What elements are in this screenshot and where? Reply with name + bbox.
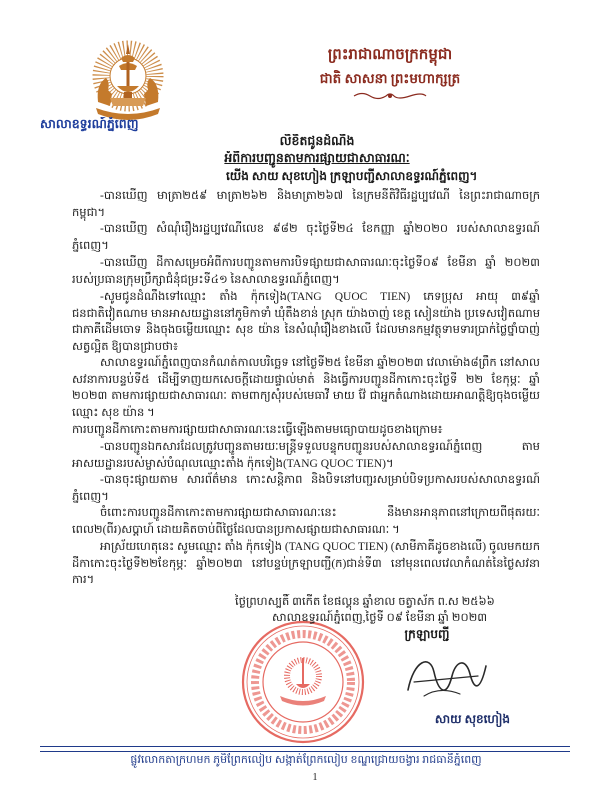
court-label: សាលាឧទ្ធរណ៍ភ្នំពេញ bbox=[40, 117, 139, 131]
document-subtitle: អំពីការបញ្ជូនតាមការផ្សាយជាសាធារណៈ bbox=[224, 151, 410, 165]
paragraph-seen-order: -បានឃើញ ដីកាសម្រេចអំពីការបញ្ជូនតាមការបិទផ្សាយជាសាធារណៈចុះថ្ងៃទី០៩ ខែមីនា ឆ្នាំ ២០២៣ របស់ប្រធានក្រុមប្រឹក្សាជំនុំជម្រះទី៤១ នៃសាលាឧទ្ធរណ៍ភ្នំពេញ។ bbox=[72, 257, 540, 286]
paragraph-seen-articles: -បានឃើញ មាត្រា២៥៩ មាត្រា២៦២ និងមាត្រា២៦៧ នៃក្រមនីតិវិធីរដ្ឋប្បវេណី នៃព្រះរាជាណាចក្រកម្ពុជា។ bbox=[72, 190, 540, 219]
paragraph-effect-period: ចំពោះការបញ្ជូនដីកាកោះតាមការផ្សាយជាសាធារណៈនេះ នឹងមានអានុភាពនៅក្រោយពីផុតរយៈពេល២(ពីរ)សប្តាហ៍ ដោយគិតចាប់ពីថ្ងៃដែលបានប្រកាសផ្សាយជាសាធារណៈ ។ bbox=[72, 507, 540, 536]
place-and-date: សាលាឧទ្ធរណ៍ភ្នំពេញ,ថ្ងៃទី ០៩ ខែមីនា ឆ្នាំ ២០២៣ bbox=[272, 612, 488, 624]
signer-name: សាយ សុខហៀង bbox=[434, 712, 511, 726]
kingdom-heading: ព្រះរាជាណាចក្រកម្ពុជា bbox=[327, 47, 453, 63]
paragraph-conclusion: អាស្រ័យហេតុនេះ សូមឈ្មោះ តាំង ក៉ុកទៀង (TANG QUOC TIEN) (សាមីភាគីដូចខាងលើ) ចូលមកយកដីកាកោះចុះថ្ងៃទី២២ខែកុម្ភៈ ឆ្នាំ២០២៣ នៅបន្ទប់ក្រឡាបញ្ជី(ក)ជាន់ទី៣ នៅមុនពេលវេលាកំណត់នៃថ្ងៃសវនាការ។ bbox=[72, 541, 540, 587]
signature-icon bbox=[400, 646, 490, 704]
lunar-date: ថ្ងៃព្រហស្បតិ៍ ៣កើត ខែផល្គុន ឆ្នាំខាល ចត្វាស័ក ព.ស ២៥៦៦ bbox=[235, 596, 495, 608]
paragraph-hearing-date: សាលាឧទ្ធរណ៍ភ្នំពេញបានកំណត់កាលបរិច្ឆេទ នៅថ្ងៃទី២៥ ខែមីនា ឆ្នាំ២០២៣ វេលាម៉ោង៨ព្រឹក នៅសាលសវនាការបន្ទប់ទី៥ ដើម្បីទាញយកសេចក្តីដោយផ្ទាល់មាត់ និងធ្វើការបញ្ជូនដីកាកោះចុះថ្ងៃទី ២២ ខែកុម្ភៈ ឆ្នាំ ២០២៣ តាមការផ្សាយជាសាធារណៈ តាមពាក្យសុំរបស់មេធាវី មាយ វ៉ែ ជាអ្នកតំណាងដោយអាណត្តិឱ្យចុងចម្លើយឈ្មោះ សុខ យ៉ាន ។ bbox=[72, 357, 540, 420]
signer-title: ក្រឡាបញ្ជី bbox=[404, 627, 450, 641]
national-motto: ជាតិ សាសនា ព្រះមហាក្សត្រ bbox=[319, 71, 461, 86]
registrar-line: យើង សាយ សុខហៀង ក្រឡាបញ្ជីសាលាឧទ្ធរណ៍ភ្នំពេញ។ bbox=[226, 169, 478, 183]
page-number: 1 bbox=[312, 772, 318, 783]
paragraph-service-by-officer: -បានបញ្ជូនឯកសារដែលត្រូវបញ្ជូនតាមរយៈមន្ត្រីទទួលបន្ទុកបញ្ជូនរបស់សាលាឧទ្ធរណ៍ភ្នំពេញ តាមអាសយដ្ឋានរបស់ម្ចាស់បំណុលឈ្មោះតាំង ក៉ុកទៀង(TANG QUOC TIEN)។ bbox=[72, 441, 540, 470]
royal-arms-icon bbox=[88, 36, 168, 128]
court-seal-icon bbox=[236, 618, 370, 746]
paragraph-seen-case-file: -បានឃើញ សំណុំរឿងរដ្ឋប្បវេណីលេខ ៩៨២ ចុះថ្ងៃទី២៤ ខែកញ្ញា ឆ្នាំ២០២០ របស់សាលាឧទ្ធរណ៍ភ្នំពេញ។ bbox=[72, 223, 540, 252]
decorative-flourish-icon bbox=[352, 90, 428, 102]
footer-divider bbox=[40, 746, 570, 752]
paragraph-service-by-publication: -បានចុះផ្សាយតាម សារព័ត៌មាន កោះសន្តិភាព និងបិទនៅបញ្ជរសម្រាប់បិទប្រកាសរបស់សាលាឧទ្ធរណ៍ភ្នំពេញ។ bbox=[72, 474, 540, 503]
footer-address: ផ្លូវលោកតាក្រហមក ភូមិព្រែកលៀប សង្កាត់ព្រែកលៀប ខណ្ឌជ្រោយចង្វារ រាជធានីភ្នំពេញ bbox=[130, 754, 482, 766]
paragraph-service-means: ការបញ្ជូនដីកាកោះតាមការផ្សាយជាសាធារណៈនេះធ្វើឡើងតាមមធ្យោបាយដូចខាងក្រោម៖ bbox=[72, 424, 443, 436]
document-title: លិខិតជូនដំណឹង bbox=[279, 134, 355, 148]
paragraph-notice-recipient: -សូមជូនដំណឹងទៅឈ្មោះ តាំង ក៉ុកទៀង(TANG QUOC TIEN) ភេទប្រុស អាយុ ៣៩ឆ្នាំ ជនជាតិវៀតណាម មានអាសយដ្ឋាននៅភូមិកាទាំ ឃុំតឹងខាន់ ស្រុក យ៉ាងចាញ់ ខេត្ត សៀនយ៉ាង ប្រទេសវៀតណាម ជាភាគីដើមចោទ និងចុងចម្លើយឈ្មោះ សុខ យ៉ាន នៃសំណុំរឿងខាងលើ ដែលមានកម្មវត្ថុទាមទារប្រាក់ថ្លៃថ្នាំបាញ់សត្វល្អិត ឱ្យបានជ្រាបថា៖ bbox=[72, 291, 540, 354]
